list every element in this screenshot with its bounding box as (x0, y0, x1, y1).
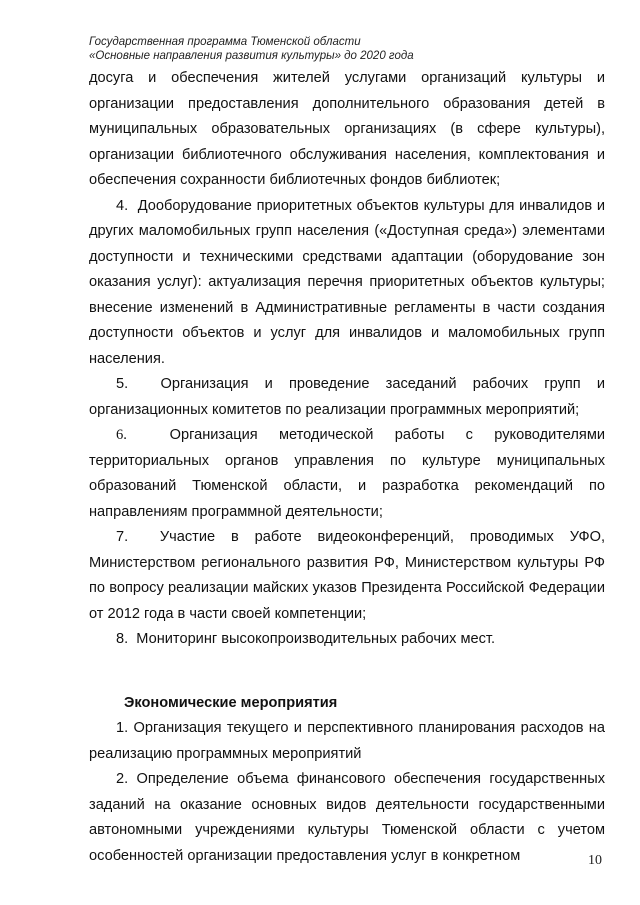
list-number: 5. (116, 376, 129, 392)
list-text: Организация и проведение заседаний рабочих групп и организационных комитетов по реализации программных мероприятий; (89, 376, 605, 418)
list-text: Дооборудование приоритетных объектов культуры для инвалидов и других маломобильных групп населения («Доступная среда») элементами доступности и техническими средствами адаптации (оборудование зон оказания услуг): актуализация перечня приоритетных объектов культуры; внесение изменений в Административные регламенты в части создания доступности объектов и услуг для инвалидов и маломобильных групп населения. (89, 197, 606, 367)
list-text: Мониторинг высокопроизводительных рабочих мест. (136, 631, 496, 647)
list-text: Организация текущего и перспективного планирования расходов на реализацию программных мероприятий (89, 720, 605, 762)
list-number: 4. (116, 197, 129, 214)
blank-line (89, 653, 605, 679)
running-header (89, 35, 569, 63)
list-item-6 (89, 423, 605, 525)
list-item-5 (89, 372, 605, 423)
list-number: 6. (116, 427, 127, 443)
list-text: Определение объема финансового обеспечения государственных заданий на оказание основных видов деятельности государственными автономными учреждениями культуры Тюменской области с учетом особенностей организации предоставления услуг в конкретном (89, 771, 605, 864)
list-item-8 (89, 627, 605, 653)
list-number: 1. (116, 720, 129, 736)
economic-item-1 (89, 716, 605, 767)
body-text (89, 66, 605, 869)
header-line-1: Государственная программа Тюменской области (89, 36, 361, 48)
list-text: Организация методической работы с руководителями территориальных органов управления по культуре муниципальных образований Тюменской области, и разработка рекомендаций по направлениям программной деятельности; (89, 427, 605, 520)
page-number: 10 (588, 853, 602, 868)
list-number: 7. (116, 529, 129, 545)
economic-item-2 (89, 767, 605, 869)
list-number: 2. (116, 771, 129, 787)
header-line-2: «Основные направления развития культуры» до 2020 года (89, 50, 414, 62)
list-item-7 (89, 525, 605, 627)
list-item-4 (89, 194, 605, 373)
paragraph-continuation: досуга и обеспечения жителей услугами организаций культуры и организации предоставления дополнительного образования детей в муниципальных образовательных организациях (в сфере культуры), организации библиотечного обслуживания населения, комплектования и обеспечения сохранности библиотечных фондов библиотек; (89, 70, 605, 188)
blank-line (89, 679, 605, 691)
section-heading: Экономические мероприятия (124, 694, 338, 711)
list-number: 8. (116, 631, 129, 647)
list-text: Участие в работе видеоконференций, проводимых УФО, Министерством регионального развития РФ, Министерством культуры РФ по вопросу реализации майских указов Президента Российской Федерации от 2012 года в части своей компетенции; (89, 529, 606, 622)
